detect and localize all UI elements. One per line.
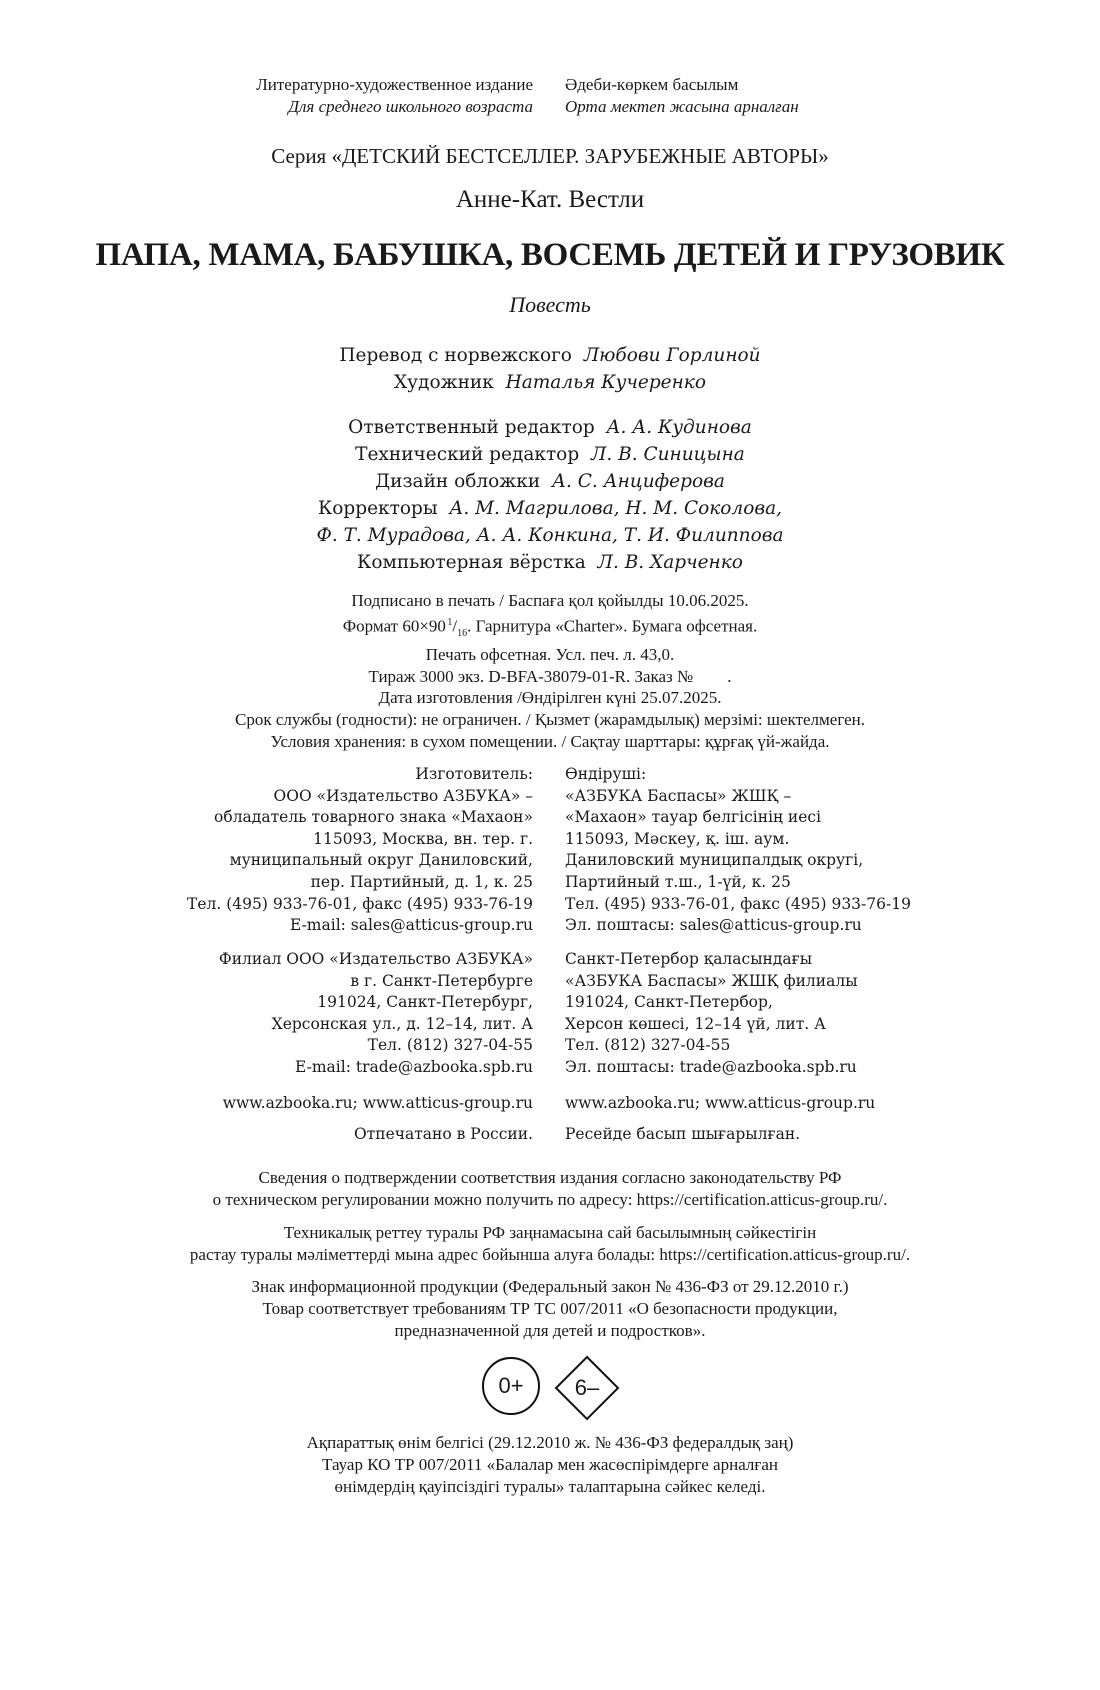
credit-role: Дизайн обложки bbox=[375, 471, 541, 492]
credit-name: Л. В. Харченко bbox=[597, 552, 743, 573]
credit-proofreaders-cont bbox=[0, 522, 1100, 549]
email-link[interactable]: E-mail: trade@azbooka.spb.ru bbox=[295, 1057, 533, 1076]
age-rating-circle-icon bbox=[482, 1357, 540, 1415]
website-links-kz[interactable]: www.azbooka.ru; www.atticus-group.ru bbox=[565, 1094, 876, 1112]
imprint-run: Тираж 3000 экз. D-BFA-38079-01-R. Заказ № . bbox=[368, 666, 732, 686]
imprint-made: Дата изготовления /Өндірілген күні 25.07.2025. bbox=[378, 688, 722, 708]
address-line: «АЗБУКА Баспасы» ЖШҚ – bbox=[565, 786, 792, 805]
website-links-ru[interactable]: www.azbooka.ru; www.atticus-group.ru bbox=[222, 1094, 533, 1112]
legal-line: предназначенной для детей и подростков». bbox=[394, 1321, 706, 1340]
legal-line: Знак информационной продукции (Федеральный закон № 436-ФЗ от 29.12.2010 г.) bbox=[251, 1277, 849, 1296]
branch-kz bbox=[565, 949, 858, 1079]
credit-name: Наталья Кучеренко bbox=[505, 371, 706, 393]
age-group-ru: Для среднего школьного возраста bbox=[288, 97, 533, 116]
format-denominator: 16 bbox=[457, 627, 468, 639]
address-line: ООО «Издательство АЗБУКА» – bbox=[273, 786, 533, 805]
address-line: «АЗБУКА Баспасы» ЖШҚ филиалы bbox=[565, 971, 858, 990]
credit-name: Ф. Т. Мурадова, А. А. Конкина, Т. И. Филиппова bbox=[316, 525, 784, 546]
credits-primary bbox=[0, 343, 1100, 396]
credit-role: Технический редактор bbox=[355, 444, 580, 465]
edition-type-ru-label: Литературно-художественное издание bbox=[256, 75, 533, 94]
imprint-format: Формат 60×90 $^1/_{16}$. Гарнитура «Charter». Бумага офсетная. bbox=[342, 616, 758, 639]
address-line: Өндіруші: bbox=[565, 765, 647, 783]
address-line: 115093, Москва, вн. тер. г. bbox=[313, 829, 533, 848]
imprint-shelf-life: Срок службы (годности): не ограничен. / Қызмет (жарамдылық) мерзімі: шектелмеген. bbox=[235, 710, 865, 730]
manufacturer-kz bbox=[565, 764, 911, 937]
credit-tech-editor bbox=[0, 441, 1100, 468]
credit-illustrator bbox=[0, 370, 1100, 397]
legal-line: өнімдердің қауіпсіздігі туралы» талаптарына сәйкес келеді. bbox=[334, 1477, 766, 1496]
email-link[interactable]: E-mail: sales@atticus-group.ru bbox=[289, 916, 533, 935]
printed-in-ru: Отпечатано в России. bbox=[353, 1125, 533, 1143]
edition-type-kz bbox=[565, 74, 799, 118]
phone-line: Тел. (495) 933-76-01, факс (495) 933-76-19 bbox=[187, 894, 533, 913]
credit-cover-design bbox=[0, 468, 1100, 495]
legal-line: Товар соответствует требованиям ТР ТС 007/2011 «О безопасности продукции, bbox=[262, 1299, 838, 1318]
format-numerator: 1 bbox=[447, 616, 453, 628]
credit-role: Компьютерная вёрстка bbox=[357, 552, 586, 573]
credit-name: А. А. Кудинова bbox=[606, 417, 752, 438]
credit-role: Перевод с норвежского bbox=[339, 345, 572, 366]
edition-type-ru bbox=[256, 74, 533, 118]
address-line: Санкт-Петербор қаласындағы bbox=[565, 950, 813, 968]
printed-in-kz: Ресейде басып шығарылған. bbox=[565, 1125, 801, 1143]
credit-layout bbox=[0, 549, 1100, 576]
certification-kz bbox=[0, 1222, 1100, 1266]
format-suffix: . Гарнитура «Charter». Бумага офсетная. bbox=[467, 616, 758, 636]
legal-line: Ақпараттық өнім белгісі (29.12.2010 ж. № 436-ФЗ федералдық заң) bbox=[306, 1433, 794, 1452]
address-line: Филиал ООО «Издательство АЗБУКА» bbox=[218, 950, 533, 968]
credit-name: А. С. Анциферова bbox=[551, 471, 725, 492]
author-name: Анне-Кат. Вестли bbox=[455, 186, 645, 213]
book-title: ПАПА, МАМА, БАБУШКА, ВОСЕМЬ ДЕТЕЙ И ГРУЗОВИК bbox=[95, 237, 1005, 273]
credit-editor bbox=[0, 414, 1100, 441]
series-name: Серия «ДЕТСКИЙ БЕСТСЕЛЛЕР. ЗАРУБЕЖНЫЕ АВТОРЫ» bbox=[271, 144, 829, 168]
manufacturer-ru bbox=[187, 764, 533, 937]
address-line: обладатель товарного знака «Махаон» bbox=[214, 808, 533, 827]
age-badges bbox=[482, 1355, 622, 1421]
address-line: Херсонская ул., д. 12–14, лит. А bbox=[271, 1014, 533, 1033]
info-sign-ru bbox=[0, 1276, 1100, 1342]
legal-line: Тауар КО ТР 007/2011 «Балалар мен жасөспірімдерге арналған bbox=[321, 1455, 778, 1474]
address-line: в г. Санкт-Петербурге bbox=[350, 971, 533, 990]
credits-staff bbox=[0, 414, 1100, 576]
email-link[interactable]: Эл. поштасы: sales@atticus-group.ru bbox=[565, 916, 862, 935]
address-line: Херсон көшесі, 12–14 үй, лит. А bbox=[565, 1014, 826, 1033]
address-line: 191024, Санкт-Петербург, bbox=[317, 993, 533, 1012]
format-prefix: Формат 60×90 bbox=[342, 616, 446, 636]
imprint-signed: Подписано в печать / Баспаға қол қойылды 10.06.2025. bbox=[351, 591, 749, 610]
phone-line: Тел. (812) 327-04-55 bbox=[565, 1036, 731, 1055]
age-limit-diamond-icon bbox=[554, 1355, 620, 1421]
certification-ru bbox=[0, 1167, 1100, 1211]
email-link[interactable]: Эл. поштасы: trade@azbooka.spb.ru bbox=[565, 1057, 857, 1076]
address-line: Изготовитель: bbox=[415, 765, 533, 783]
certification-link[interactable]: о техническом регулировании можно получить по адресу: https://certification.atticus-group.ru/. bbox=[212, 1190, 888, 1209]
credit-role: Корректоры bbox=[317, 498, 438, 519]
address-line: пер. Партийный, д. 1, к. 25 bbox=[310, 872, 533, 891]
credit-role: Художник bbox=[394, 371, 494, 393]
legal-line: Сведения о подтверждении соответствия издания согласно законодательству РФ bbox=[258, 1168, 842, 1187]
address-line: Партийный т.ш., 1-үй, к. 25 bbox=[565, 872, 791, 891]
phone-line: Тел. (495) 933-76-01, факс (495) 933-76-19 bbox=[565, 894, 911, 913]
age-rating-label: 0+ bbox=[498, 1373, 524, 1398]
credit-name: Л. В. Синицына bbox=[590, 444, 745, 465]
phone-line: Тел. (812) 327-04-55 bbox=[367, 1036, 533, 1055]
imprint-storage: Условия хранения: в сухом помещении. / Сақтау шарттары: құрғақ үй-жайда. bbox=[270, 731, 830, 751]
credit-name: Любови Горлиной bbox=[583, 345, 761, 366]
age-limit-label: 6– bbox=[574, 1375, 600, 1400]
branch-ru bbox=[219, 949, 533, 1079]
age-group-kz: Орта мектеп жасына арналған bbox=[565, 97, 799, 116]
credit-proofreaders bbox=[0, 495, 1100, 522]
genre-label: Повесть bbox=[509, 292, 591, 317]
address-line: 115093, Мәскеу, қ. іш. аум. bbox=[565, 829, 790, 848]
imprint-print: Печать офсетная. Усл. печ. л. 43,0. bbox=[425, 645, 675, 665]
credit-role: Ответственный редактор bbox=[348, 417, 595, 438]
legal-line: Техникалық реттеу туралы РФ заңнамасына сай басылымның сәйкестігін bbox=[283, 1223, 817, 1242]
imprint-block bbox=[0, 590, 1100, 752]
address-line: 191024, Санкт-Петербор, bbox=[565, 993, 773, 1012]
credit-translator bbox=[0, 343, 1100, 370]
credit-name: А. М. Магрилова, Н. М. Соколова, bbox=[449, 498, 783, 519]
address-line: муниципальный округ Даниловский, bbox=[229, 851, 533, 870]
address-line: «Махаон» тауар белгісінің иесі bbox=[565, 808, 822, 827]
certification-link[interactable]: растау туралы мәліметтерді мына адрес бойынша алуға болады: https://certification.atticus-group.ru/. bbox=[189, 1245, 911, 1264]
info-sign-kz bbox=[0, 1432, 1100, 1498]
edition-type-kz-label: Әдеби-көркем басылым bbox=[565, 75, 739, 94]
address-line: Даниловский муниципалдық округі, bbox=[565, 851, 864, 870]
